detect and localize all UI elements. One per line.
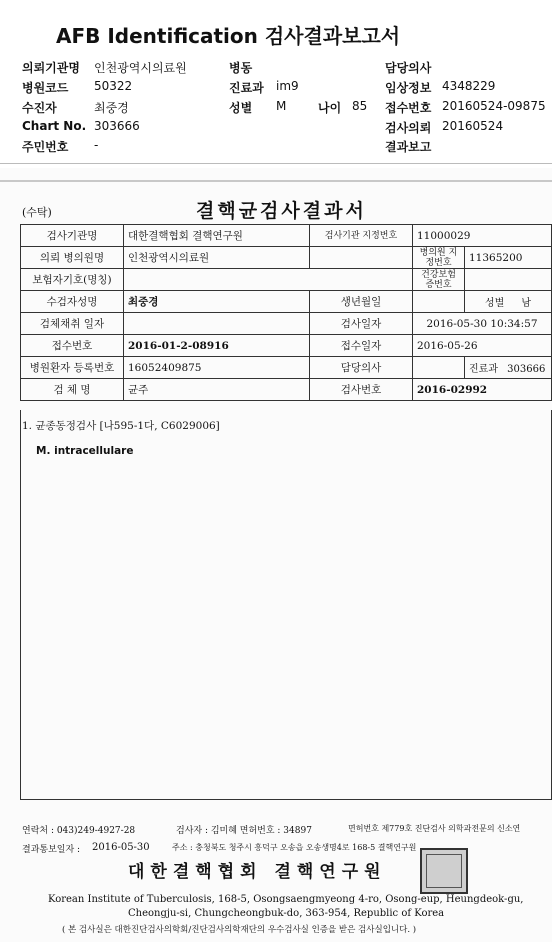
- cell-label: 보험자기호(명칭): [21, 269, 124, 291]
- cell-value: 2016-05-30 10:34:57: [413, 313, 552, 335]
- header-row-resident-no: [22, 138, 99, 155]
- label-receipt: 접수번호: [385, 101, 432, 115]
- label-department: 진료과: [229, 81, 264, 95]
- label-doctor: 담당의사: [385, 61, 432, 75]
- cell-value: 인천광역시의료원: [124, 247, 310, 269]
- official-seal: [420, 848, 468, 894]
- scan-edge: [0, 180, 552, 182]
- cell-label: 생년월일: [310, 291, 413, 313]
- cell-label: 검사번호: [310, 379, 413, 401]
- label-age: 나이: [318, 101, 342, 115]
- cell-value: [413, 291, 465, 313]
- cell-label: 의뢰 병의원명: [21, 247, 124, 269]
- cell-label: 검사기관명: [21, 225, 124, 247]
- result-box: [20, 410, 552, 800]
- header-row-department: [229, 79, 299, 96]
- cell-label: 수검자성명: [21, 291, 124, 313]
- value-department: im9: [276, 79, 299, 93]
- value-sex: M: [276, 99, 287, 113]
- value-resident-no: -: [94, 138, 99, 152]
- footer-english-address-2: Cheongju-si, Chungcheongbuk-do, 363-954, Republic of Korea: [128, 908, 445, 919]
- cell-value: 균주: [124, 379, 310, 401]
- label-clinical: 임상정보: [385, 81, 432, 95]
- cell-value: 16052409875: [124, 357, 310, 379]
- footer-phone: 연락처 : 043)249-4927-28: [22, 826, 136, 836]
- table-row: [21, 269, 552, 291]
- value-dept-doc: 303666: [507, 364, 546, 375]
- cell-value: 11365200: [465, 247, 552, 269]
- footer-address: 주소 : 충청북도 청주시 흥덕구 오송읍 오송생명4로 168-5 결핵연구원: [172, 843, 417, 852]
- value-sex-doc: 남: [521, 298, 532, 309]
- cell-value: 2016-05-26: [413, 335, 552, 357]
- label-resident-no: 주민번호: [22, 140, 69, 154]
- label-patient: 수진자: [22, 101, 57, 115]
- cell-label: 병의원 지정번호: [413, 247, 465, 269]
- label-hospital-code: 병원코드: [22, 81, 69, 95]
- value-clinical: 4348229: [442, 79, 496, 93]
- consignment-label: (수탁): [22, 206, 52, 219]
- header-row-receipt: [385, 99, 546, 116]
- cell-value: 2016-01-2-08916: [124, 335, 310, 357]
- header-divider: [0, 163, 552, 164]
- report-title: AFB Identification 검사결과보고서: [56, 24, 401, 48]
- cell-empty: [310, 247, 413, 269]
- cell-label: 담당의사: [310, 357, 413, 379]
- table-row: [21, 335, 552, 357]
- value-chart-no: 303666: [94, 119, 140, 133]
- header-row-ward: [229, 59, 252, 76]
- value-receipt: 20160524-09875: [442, 99, 546, 113]
- cell-label: 검사기관 지정번호: [310, 225, 413, 247]
- label-request: 검사의뢰: [385, 121, 432, 135]
- label-institution: 의뢰기관명: [22, 61, 80, 75]
- footer-examiner: 검사자 : 김미혜 면허번호 : 34897: [176, 826, 312, 836]
- cell-label: 검사일자: [310, 313, 413, 335]
- cell-label: 검체채취 일자: [21, 313, 124, 335]
- label-chart-no: Chart No.: [22, 119, 87, 133]
- cell-label: 접수일자: [310, 335, 413, 357]
- label-sex-doc: 성별: [484, 298, 505, 309]
- cell-label: 검 체 명: [21, 379, 124, 401]
- cell-value: [124, 313, 310, 335]
- footer-license: 면허번호 제779호 진단검사 의학과전문의 신소연: [348, 824, 521, 833]
- table-row: [21, 247, 552, 269]
- cell-value: 최중경: [124, 291, 310, 313]
- patient-info-table: [20, 224, 552, 401]
- cell-label: 접수번호: [21, 335, 124, 357]
- header-row-age: [318, 99, 368, 116]
- header-row-institution: [22, 59, 187, 76]
- label-report: 결과보고: [385, 140, 432, 154]
- value-patient: 최중경: [94, 101, 129, 115]
- result-test-line: 1. 균종동정검사 [나595-1다, C6029006]: [22, 420, 220, 432]
- header-row-report: [385, 138, 431, 155]
- result-organism: M. intracellulare: [36, 445, 134, 457]
- value-hospital-code: 50322: [94, 79, 133, 93]
- header-row-sex: [229, 99, 287, 116]
- footer-english-address-1: Korean Institute of Tuberculosis, 168-5, Osongsaengmyeong 4-ro, Osong-eup, Heungdeok-gu,: [48, 894, 524, 905]
- seal-inner: [426, 854, 462, 888]
- cell-dept: [465, 357, 552, 379]
- label-sex: 성별: [229, 101, 253, 115]
- cell-label: 병원환자 등록번호: [21, 357, 124, 379]
- value-age: 85: [352, 99, 368, 113]
- header-row-patient: [22, 99, 129, 116]
- header-row-clinical: [385, 79, 496, 96]
- table-row: [21, 379, 552, 401]
- footer-report-date: 2016-05-30: [92, 842, 150, 853]
- footer-certification-note: ( 본 검사실은 대한진단검사의학회/진단검사의학재단의 우수검사실 인증을 받은 검사실입니다. ): [62, 925, 417, 935]
- report-header: [0, 0, 552, 162]
- institution-name: 대한결핵협회 결핵연구원: [128, 862, 387, 882]
- document-title: 결핵균검사결과서: [196, 200, 367, 222]
- header-row-doctor: [385, 59, 431, 76]
- header-row-request: [385, 119, 504, 136]
- cell-value: [465, 269, 552, 291]
- header-row-chart-no: [22, 119, 140, 133]
- value-request: 20160524: [442, 119, 504, 133]
- cell-value: [124, 269, 413, 291]
- footer-report-date-label: 결과통보일자 :: [22, 845, 81, 855]
- cell-value: 대한결핵협회 결핵연구원: [124, 225, 310, 247]
- cell-label: 건강보험 증번호: [413, 269, 465, 291]
- label-dept-doc: 진료과: [469, 364, 498, 375]
- cell-sex: [465, 291, 552, 313]
- cell-value: [413, 357, 465, 379]
- table-row: [21, 225, 552, 247]
- table-row: [21, 357, 552, 379]
- value-institution: 인천광역시의료원: [94, 61, 187, 75]
- header-row-hospital-code: [22, 79, 133, 96]
- cell-value: 2016-02992: [413, 379, 552, 401]
- label-ward: 병동: [229, 61, 253, 75]
- cell-value: 11000029: [413, 225, 552, 247]
- table-row: [21, 291, 552, 313]
- table-row: [21, 313, 552, 335]
